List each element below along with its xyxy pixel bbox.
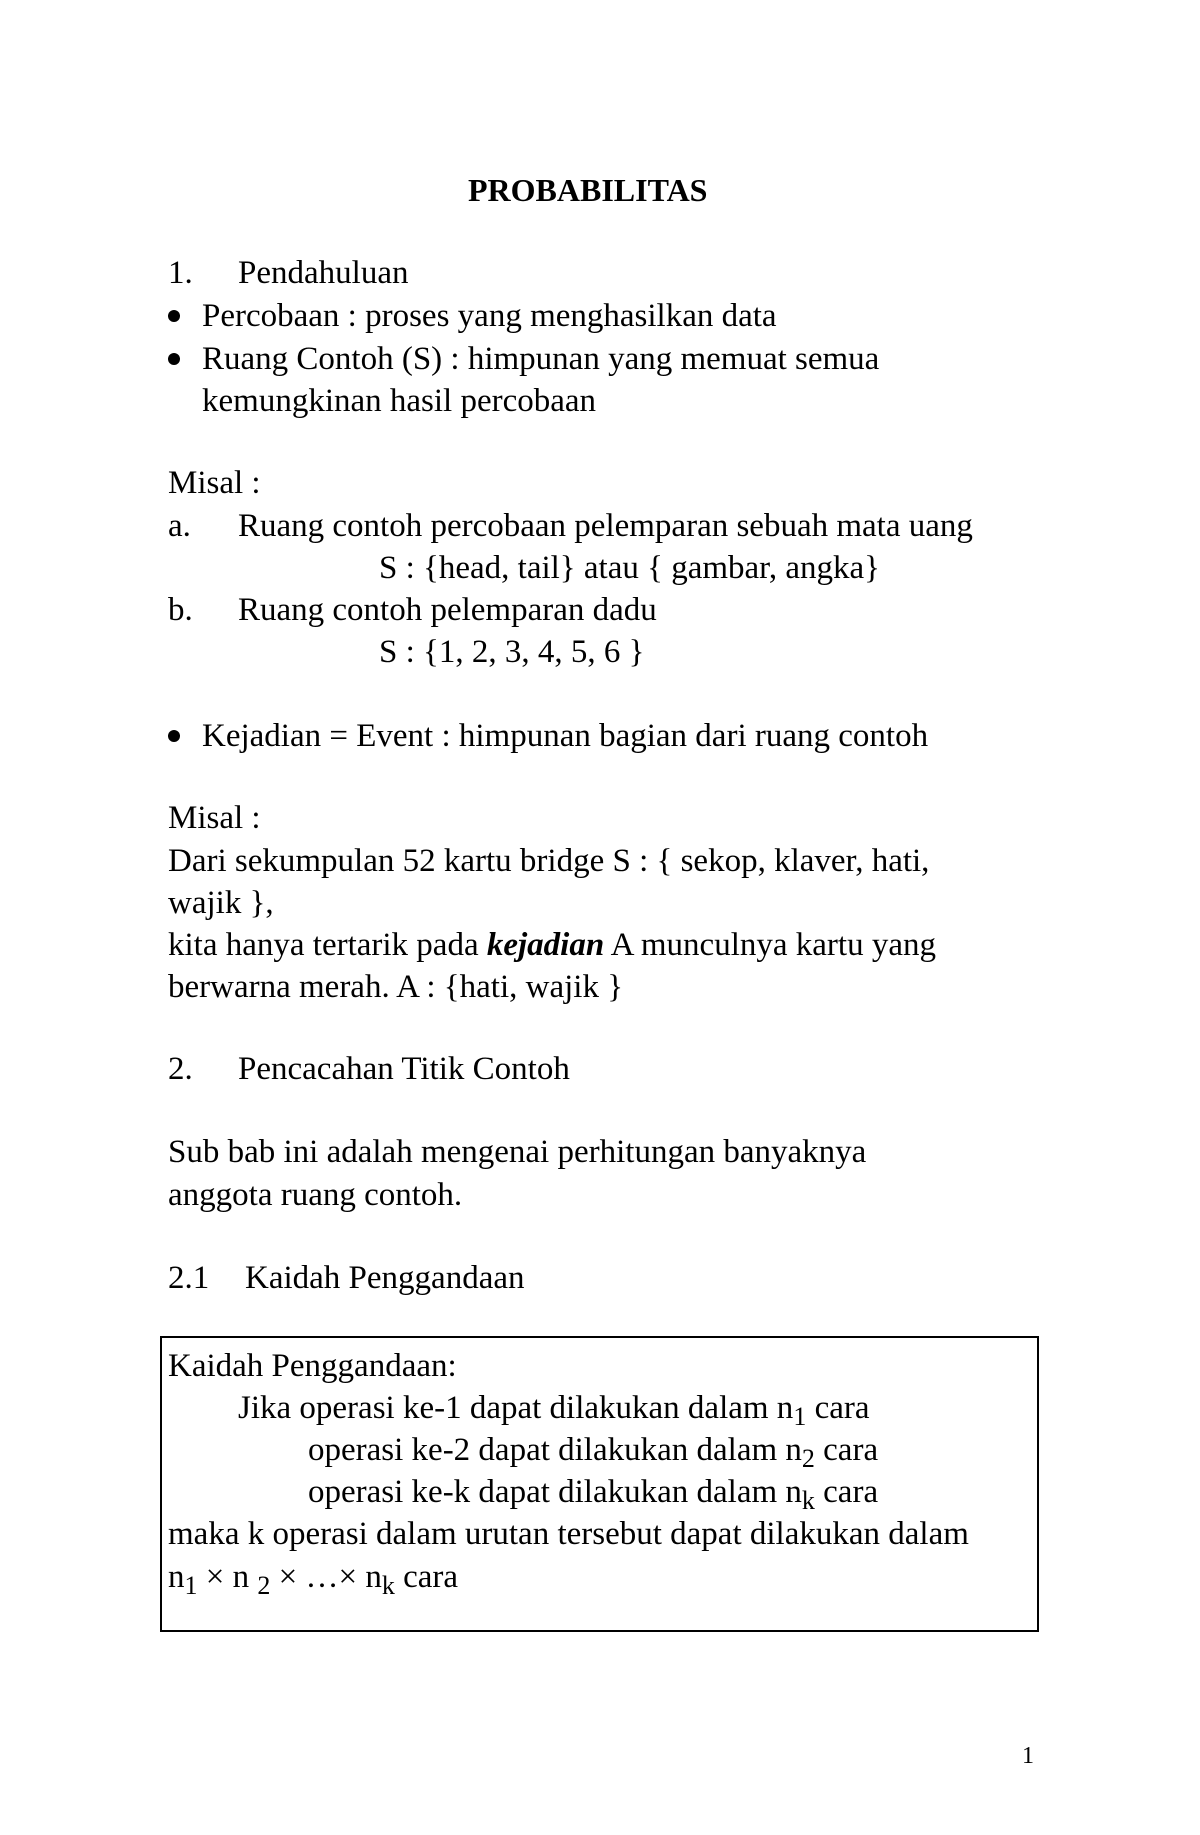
bullet-ruang-contoh-cont: kemungkinan hasil percobaan — [202, 383, 597, 419]
paragraph-line: Dari sekumpulan 52 kartu bridge S : { sekop, klaver, hati, — [168, 843, 930, 879]
section-2-1-number: 2.1 — [168, 1260, 210, 1296]
example-b-label: b. — [168, 592, 193, 628]
example-b-text: Ruang contoh pelemparan dadu — [238, 592, 657, 628]
page-number: 1 — [1022, 1743, 1034, 1769]
section-2-heading: Pencacahan Titik Contoh — [238, 1051, 570, 1087]
rule-line-2: operasi ke-2 dapat dilakukan dalam $n_2$ cara — [308, 1432, 879, 1473]
bullet-kejadian: Kejadian = Event : himpunan bagian dari ruang contoh — [202, 718, 929, 754]
rule-line-4: maka k operasi dalam urutan tersebut dapat dilakukan dalam — [168, 1516, 969, 1552]
paragraph-line: Sub bab ini adalah mengenai perhitungan banyaknya — [168, 1134, 867, 1170]
paragraph-line: wajik }, — [168, 885, 274, 921]
misal-label: Misal : — [168, 465, 261, 501]
example-a-label: a. — [168, 508, 191, 544]
rule-line-1: Jika operasi ke-1 dapat dilakukan dalam $n_1$ cara — [238, 1390, 870, 1431]
bullet-ruang-contoh: Ruang Contoh (S) : himpunan yang memuat semua — [202, 341, 880, 377]
page-title: PROBABILITAS — [468, 172, 708, 208]
example-a-text: Ruang contoh percobaan pelemparan sebuah mata uang — [238, 508, 973, 544]
example-a-set: S : {head, tail} atau { gambar, angka} — [379, 550, 880, 586]
rule-formula: $n_1 \times n$ $_2$ × …× $n_k$ cara — [168, 1559, 459, 1600]
paragraph-line: anggota ruang contoh. — [168, 1177, 463, 1213]
misal-label-2: Misal : — [168, 800, 261, 836]
example-b-set: S : {1, 2, 3, 4, 5, 6 } — [379, 634, 645, 670]
bullet-icon — [168, 310, 180, 322]
paragraph-line: berwarna merah. A : {hati, wajik } — [168, 969, 624, 1005]
paragraph-line: kita hanya tertarik pada kejadian A munculnya kartu yang — [168, 927, 936, 963]
bullet-icon — [168, 353, 180, 365]
rule-line-3: operasi ke-k dapat dilakukan dalam $n_k$ cara — [308, 1474, 879, 1515]
section-2-number: 2. — [168, 1051, 193, 1087]
rule-box-title: Kaidah Penggandaan: — [168, 1348, 457, 1384]
emphasis-kejadian: kejadian — [486, 927, 605, 963]
bullet-icon — [168, 730, 180, 742]
section-1-number: 1. — [168, 255, 193, 291]
section-2-1-heading: Kaidah Penggandaan — [245, 1260, 525, 1296]
bullet-percobaan: Percobaan : proses yang menghasilkan data — [202, 298, 777, 334]
section-1-heading: Pendahuluan — [238, 255, 409, 291]
